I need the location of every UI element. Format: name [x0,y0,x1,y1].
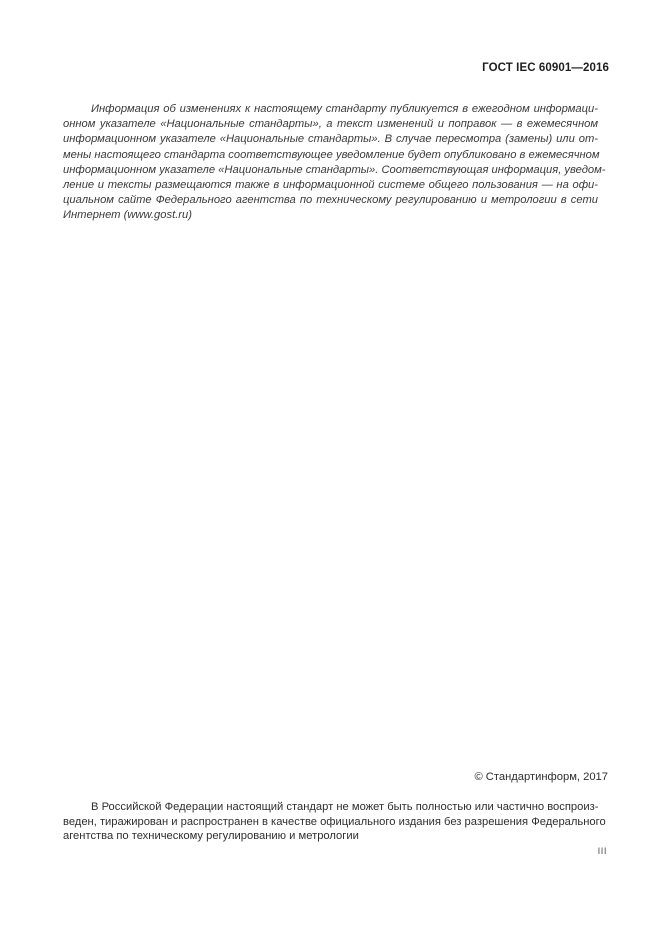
notice-line: ление и тексты размещаются также в информационной системе общего пользования — на офи- [63,179,598,192]
rights-line: В Российской Федерации настоящий стандарт не может быть полностью или частично воспроиз- [91,801,599,813]
page-number: III [597,846,607,857]
notice-line: онном указателе «Национальные стандарты», а текст изменений и поправок — в ежемесячном [63,118,598,131]
rights-line: агентства по техническому регулированию и метрологии [63,830,359,843]
document-code-header: ГОСТ IEC 60901—2016 [482,62,609,74]
notice-line: Интернет (www.gost.ru) [63,209,192,222]
copyright-notice: © Стандартинформ, 2017 [474,771,608,783]
notice-line: информационном указателе «Национальные стандарты». Соответствующая информация, уведом- [63,163,606,176]
reproduction-rights-paragraph [63,800,606,844]
amendments-notice-paragraph [63,102,606,224]
notice-line: мены настоящего стандарта соответствующее уведомление будет опубликовано в ежемесячном [63,148,600,161]
rights-line: веден, тиражирован и распространен в качестве официального издания без разрешения Федерального [63,815,606,828]
notice-line: информационном указателе «Национальные стандарты». В случае пересмотра (замены) или от- [63,133,598,146]
notice-line: циальном сайте Федерального агентства по техническому регулированию и метрологии в сети [63,194,598,207]
notice-line: Информация об изменениях к настоящему стандарту публикуется в ежегодном информаци- [91,103,598,115]
